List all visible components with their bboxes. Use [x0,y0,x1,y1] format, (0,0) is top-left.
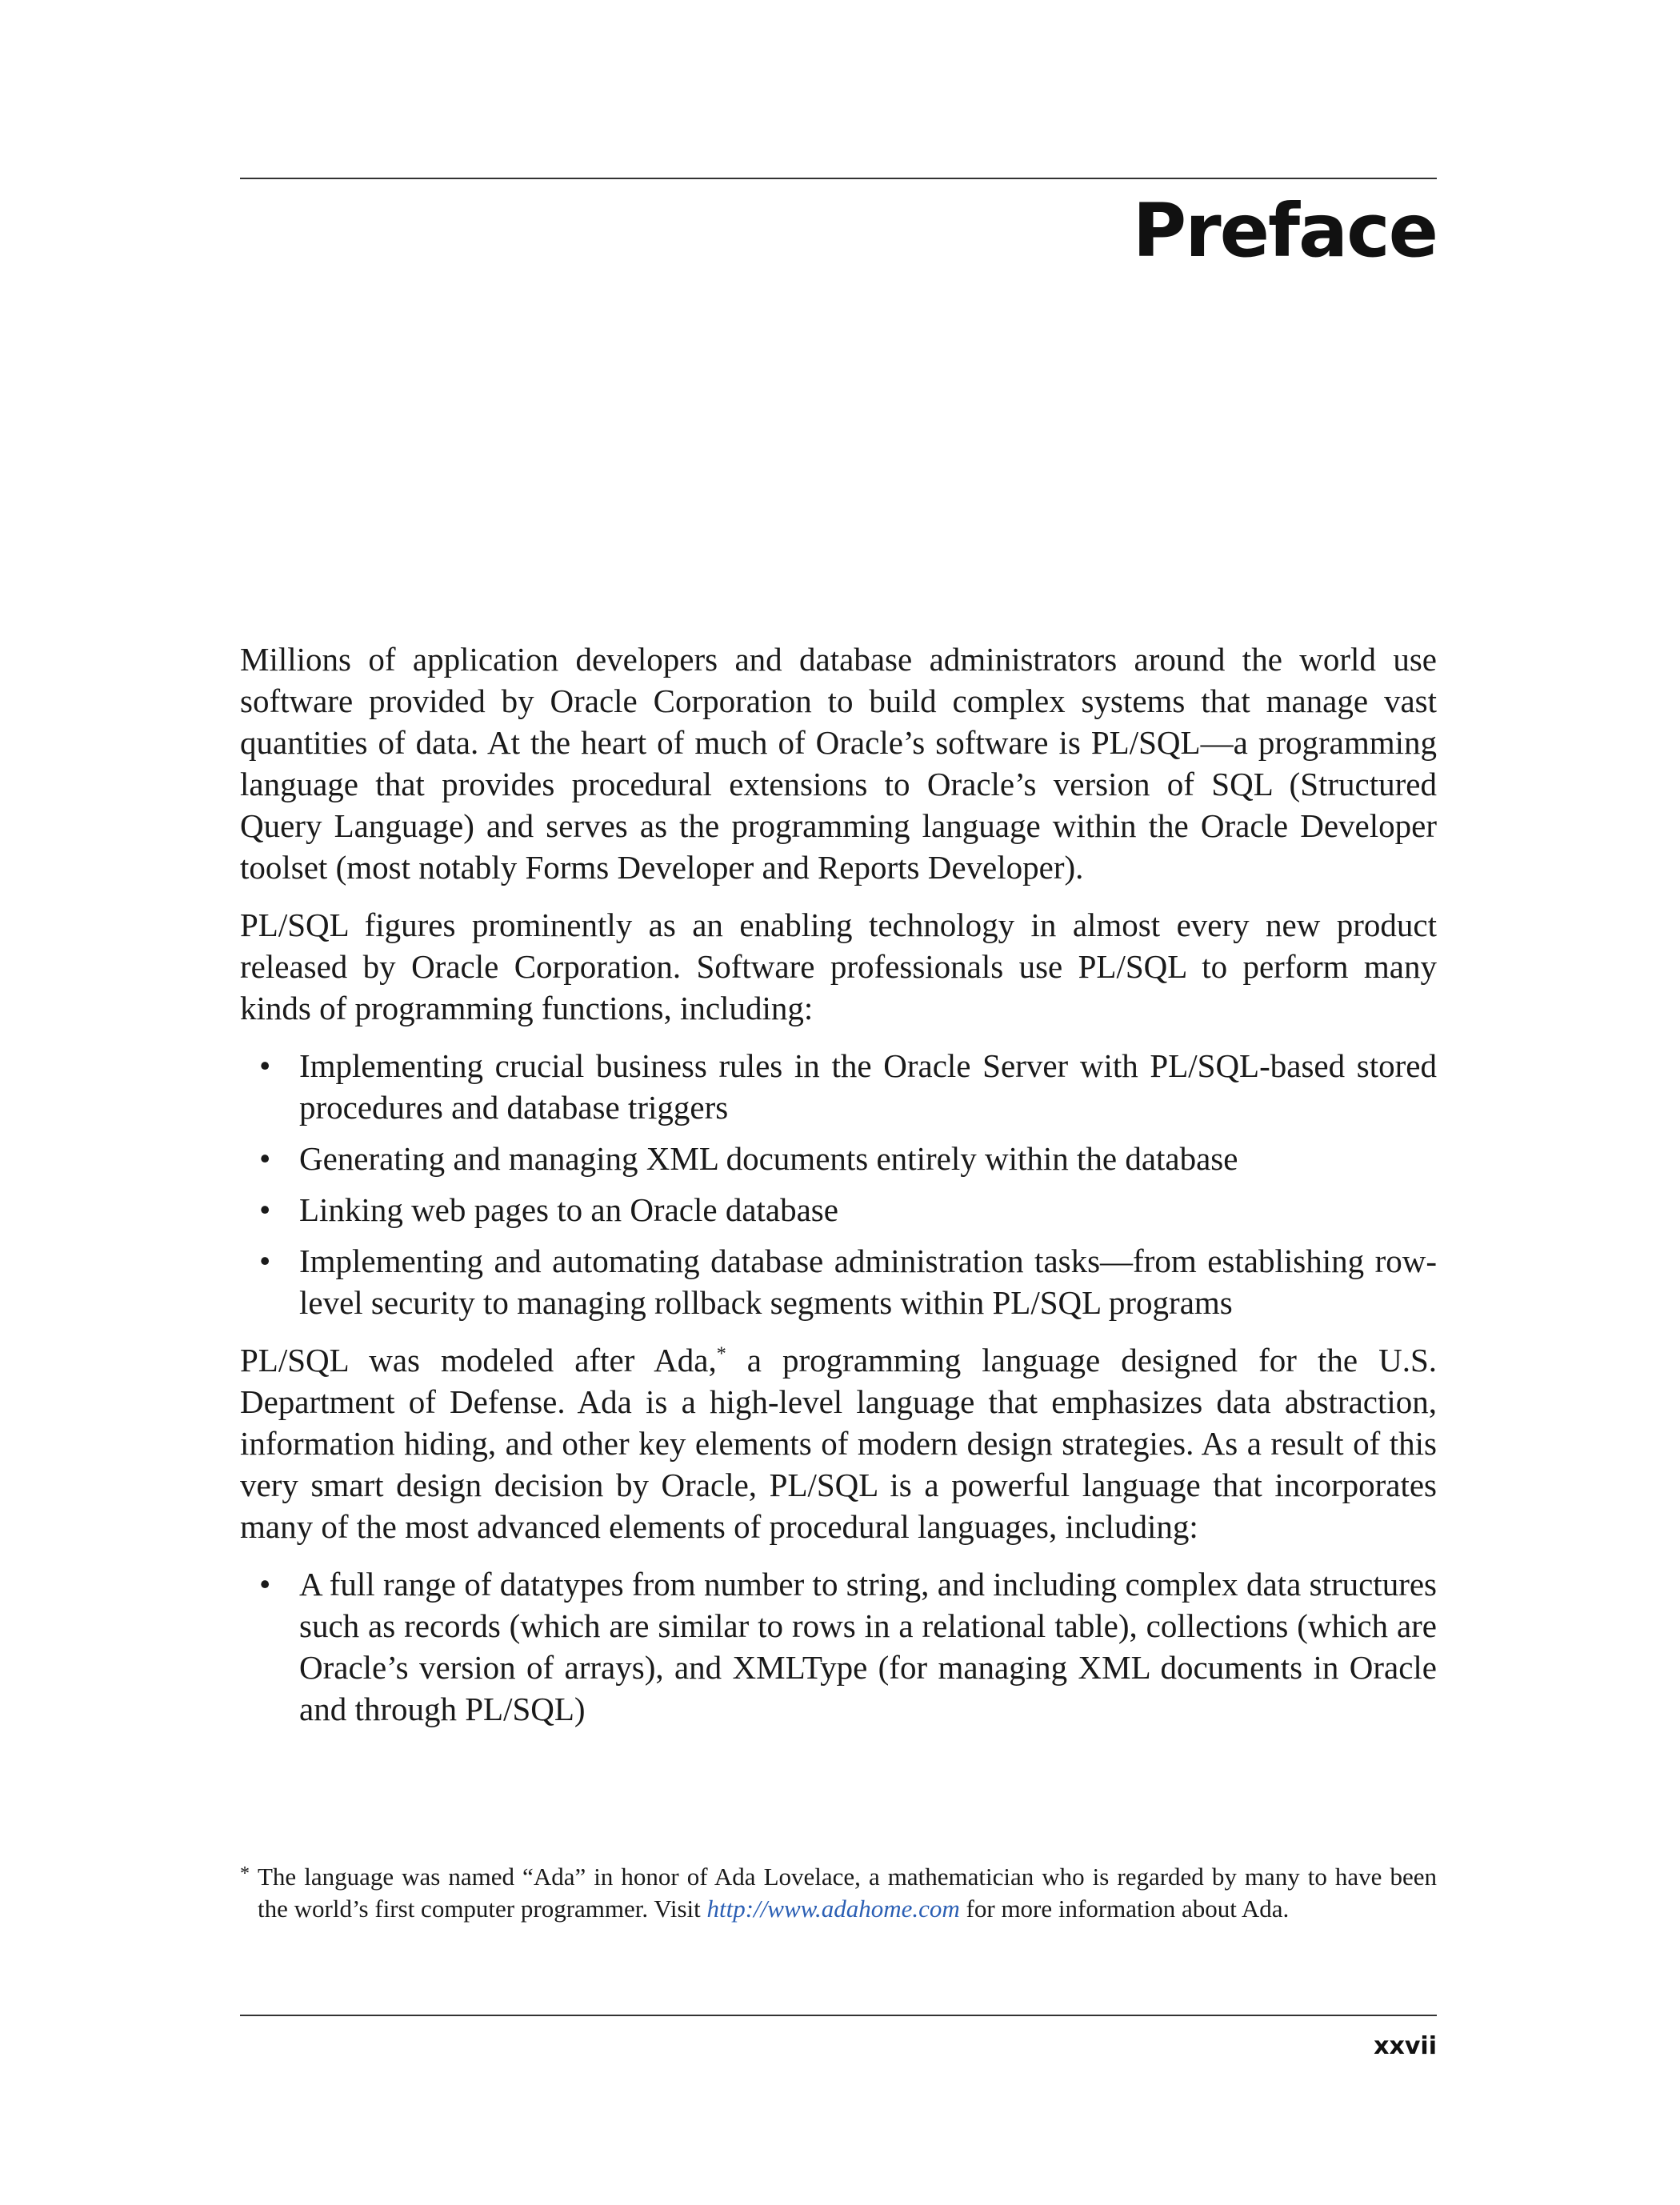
page-number: xxvii [1374,2032,1437,2060]
footer-rule [240,2015,1437,2016]
list-item [240,1045,1437,1128]
chapter-title: Preface [1132,188,1437,274]
bullet-icon: • [259,1047,271,1084]
footnote-text-start: The language was named “Ada” in honor of Ada Lovelace, a mathematician who is regarded by many to have been the world’s first computer programmer. Visit [258,1863,1437,1923]
header-rule [240,178,1437,179]
paragraph-plsql-uses: PL/SQL figures prominently as an enabling technology in almost every new product released by Oracle Corporation. Software professionals use PL/SQL to perform many kinds of programming functions, including: [240,906,1437,1026]
bullet-icon: • [259,1191,271,1228]
list-item-text: Implementing and automating database administration tasks—from establishing row-level security to managing rollback segments within PL/SQL programs [299,1243,1437,1321]
list-item-text: Implementing crucial business rules in the Oracle Server with PL/SQL-based stored procedures and database triggers [299,1047,1437,1126]
list-item-text: Linking web pages to an Oracle database [299,1191,838,1228]
footnote-reference[interactable]: * [716,1343,726,1365]
list-item [240,1563,1437,1730]
bullet-icon: • [259,1140,271,1177]
list-item-text: Generating and managing XML documents entirely within the database [299,1140,1238,1177]
bullet-icon: • [259,1243,271,1279]
list-item [240,1240,1437,1323]
list-item [240,1138,1437,1179]
ada-text-rest: a programming language designed for the U.S. Department of Defense. Ada is a high-level language that emphasizes data abstraction, information hiding, and other key elements of modern design strategies. As a result of this very smart design decision by Oracle, PL/SQL is a powerful language that incorporates many of the most advanced elements of procedural languages, including: [240,1342,1437,1545]
ada-text-start: PL/SQL was modeled after Ada, [240,1342,717,1379]
footnote-text [258,1861,1437,1925]
footnote-text-end: for more information about Ada. [959,1895,1290,1923]
adahome-link[interactable]: http://www.adahome.com [706,1895,960,1923]
paragraph-intro: Millions of application developers and database administrators around the world use software provided by Oracle Corporation to build complex systems that manage vast quantities of data. At the heart of much of Oracle’s software is PL/SQL—a programming language that provides procedural extensions to Oracle’s version of SQL (Structured Query Language) and serves as the programming language within the Oracle Developer toolset (most notably Forms Developer and Reports Developer). [240,641,1437,886]
bullet-icon: • [259,1566,271,1603]
list-item-text: A full range of datatypes from number to string, and including complex data structures such as records (which are similar to rows in a relational table), collections (which are Oracle’s version of arrays), and XMLType (for managing XML documents in Oracle and through PL/SQL) [299,1566,1437,1727]
body-text [240,638,1437,1746]
paragraph-ada [240,1339,1437,1547]
features-list [240,1563,1437,1730]
footnote [240,1861,1437,1925]
list-item [240,1189,1437,1231]
uses-list [240,1045,1437,1323]
footnote-marker: * [240,1863,250,1884]
